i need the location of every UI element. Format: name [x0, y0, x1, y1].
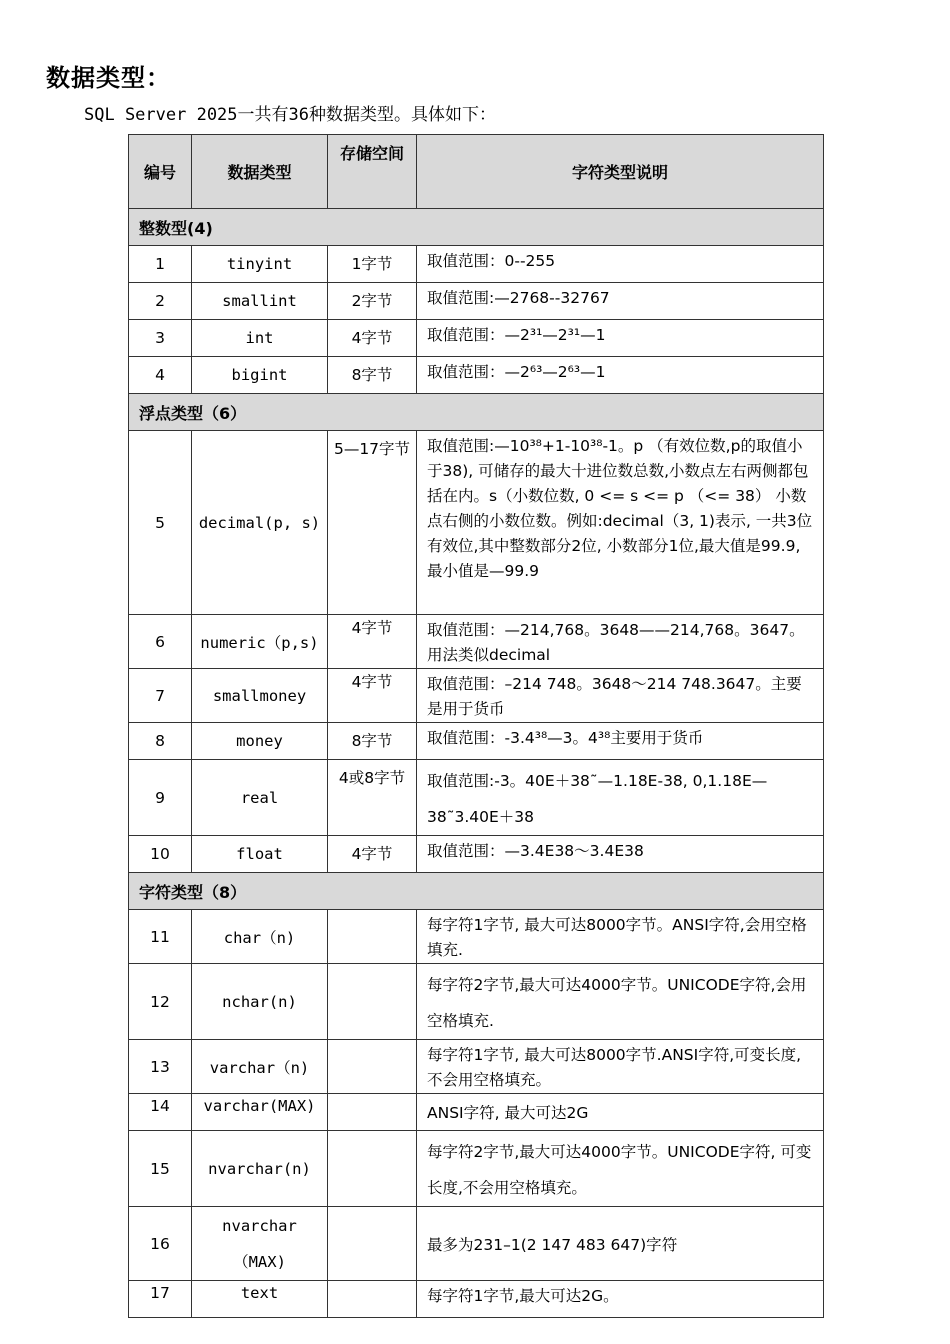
row-description: 每字符2字节,最大可达4000字节。UNICODE字符,会用空格填充.	[417, 964, 824, 1040]
table-row	[129, 246, 824, 283]
row-description: 取值范围：—3.4E38～3.4E38	[417, 836, 824, 873]
row-description: 取值范围:—10³⁸+1-10³⁸-1。p （有效位数,p的取值小于38), 可储存的最大十进位数总数,小数点左右两侧都包括在内。s（小数位数, 0 <= s <= p （<= 38） 小数点右侧的小数位数。例如:decimal（3, 1)表示, 一共3位有效位,其中整数部分2位, 小数部分1位,最大值是99.9, 最小值是—99.9	[417, 431, 824, 615]
row-description: 取值范围:-3。40E＋38˜—1.18E-38, 0,1.18E—38˜3.40E＋38	[417, 760, 824, 836]
row-type-name: float	[192, 836, 328, 873]
row-storage: 4字节	[328, 320, 417, 357]
row-type-name: money	[192, 723, 328, 760]
table-row	[129, 1040, 824, 1094]
table-row	[129, 910, 824, 964]
table-row	[129, 1094, 824, 1131]
row-storage: 8字节	[328, 723, 417, 760]
row-description: 取值范围：0--255	[417, 246, 824, 283]
row-storage: 5—17字节	[328, 431, 417, 615]
row-description: 取值范围：–214 748。3648～214 748.3647。主要是用于货币	[417, 669, 824, 723]
row-storage: 1字节	[328, 246, 417, 283]
row-type-name: decimal(p, s)	[192, 431, 328, 615]
header-type: 数据类型	[192, 135, 328, 209]
row-number: 12	[129, 964, 192, 1040]
row-number: 7	[129, 669, 192, 723]
row-number: 8	[129, 723, 192, 760]
row-number: 6	[129, 615, 192, 669]
row-description: 每字符1字节, 最大可达8000字节。ANSI字符,会用空格填充.	[417, 910, 824, 964]
header-storage: 存储空间	[328, 135, 417, 209]
group-row-float	[129, 394, 824, 431]
row-type-name: varchar(MAX)	[192, 1094, 328, 1131]
table-row	[129, 615, 824, 669]
row-number: 16	[129, 1207, 192, 1281]
row-type-name: char（n)	[192, 910, 328, 964]
group-label: 字符类型（8）	[129, 873, 824, 910]
table-row	[129, 320, 824, 357]
group-label: 浮点类型（6）	[129, 394, 824, 431]
row-description: 每字符1字节,最大可达2G。	[417, 1281, 824, 1318]
row-type-name: tinyint	[192, 246, 328, 283]
row-description: 取值范围：-3.4³⁸—3。4³⁸主要用于货币	[417, 723, 824, 760]
row-type-name: text	[192, 1281, 328, 1318]
row-type-name: smallint	[192, 283, 328, 320]
header-number: 编号	[129, 135, 192, 209]
row-number: 5	[129, 431, 192, 615]
header-description: 字符类型说明	[417, 135, 824, 209]
table-row	[129, 836, 824, 873]
row-description: 每字符2字节,最大可达4000字节。UNICODE字符, 可变长度,不会用空格填充。	[417, 1131, 824, 1207]
row-description: 取值范围：—214,768。3648——214,768。3647。用法类似decimal	[417, 615, 824, 669]
row-number: 17	[129, 1281, 192, 1318]
group-label: 整数型(4)	[129, 209, 824, 246]
row-number: 10	[129, 836, 192, 873]
intro-text: SQL Server 2025一共有36种数据类型。具体如下：	[84, 105, 496, 125]
row-number: 9	[129, 760, 192, 836]
row-description: 最多为231–1(2 147 483 647)字符	[417, 1207, 824, 1281]
row-description: 取值范围:—2768--32767	[417, 283, 824, 320]
row-description: ANSI字符, 最大可达2G	[417, 1094, 824, 1131]
row-type-name: nchar(n)	[192, 964, 328, 1040]
row-number: 3	[129, 320, 192, 357]
row-storage	[328, 1131, 417, 1207]
table-row	[129, 283, 824, 320]
row-storage: 4或8字节	[328, 760, 417, 836]
table-row	[129, 1207, 824, 1281]
row-storage: 4字节	[328, 615, 417, 669]
row-storage	[328, 1094, 417, 1131]
row-number: 1	[129, 246, 192, 283]
row-storage	[328, 964, 417, 1040]
row-number: 11	[129, 910, 192, 964]
row-number: 2	[129, 283, 192, 320]
row-type-name: real	[192, 760, 328, 836]
table-header-row	[129, 135, 824, 209]
row-type-name: numeric（p,s)	[192, 615, 328, 669]
row-type-name: nvarchar(n)	[192, 1131, 328, 1207]
row-type-name: int	[192, 320, 328, 357]
row-storage	[328, 1040, 417, 1094]
row-storage: 4字节	[328, 669, 417, 723]
row-type-name: varchar（n)	[192, 1040, 328, 1094]
row-number: 14	[129, 1094, 192, 1131]
table-row	[129, 669, 824, 723]
row-storage	[328, 1207, 417, 1281]
table-row	[129, 431, 824, 615]
table-row	[129, 964, 824, 1040]
row-description: 取值范围：—2³¹—2³¹—1	[417, 320, 824, 357]
row-description: 每字符1字节, 最大可达8000字节.ANSI字符,可变长度,不会用空格填充。	[417, 1040, 824, 1094]
table-row	[129, 1131, 824, 1207]
table-row	[129, 357, 824, 394]
row-type-name: nvarchar（MAX)	[192, 1207, 328, 1281]
data-types-table	[128, 134, 824, 1318]
row-type-name: smallmoney	[192, 669, 328, 723]
page-title: 数据类型：	[46, 64, 171, 92]
row-storage	[328, 910, 417, 964]
row-storage: 2字节	[328, 283, 417, 320]
row-storage: 4字节	[328, 836, 417, 873]
table-row	[129, 1281, 824, 1318]
row-storage	[328, 1281, 417, 1318]
row-storage: 8字节	[328, 357, 417, 394]
row-number: 4	[129, 357, 192, 394]
table-row	[129, 723, 824, 760]
table-row	[129, 760, 824, 836]
row-description: 取值范围：—2⁶³—2⁶³—1	[417, 357, 824, 394]
row-type-name: bigint	[192, 357, 328, 394]
group-row-integer	[129, 209, 824, 246]
row-number: 13	[129, 1040, 192, 1094]
row-number: 15	[129, 1131, 192, 1207]
group-row-character	[129, 873, 824, 910]
